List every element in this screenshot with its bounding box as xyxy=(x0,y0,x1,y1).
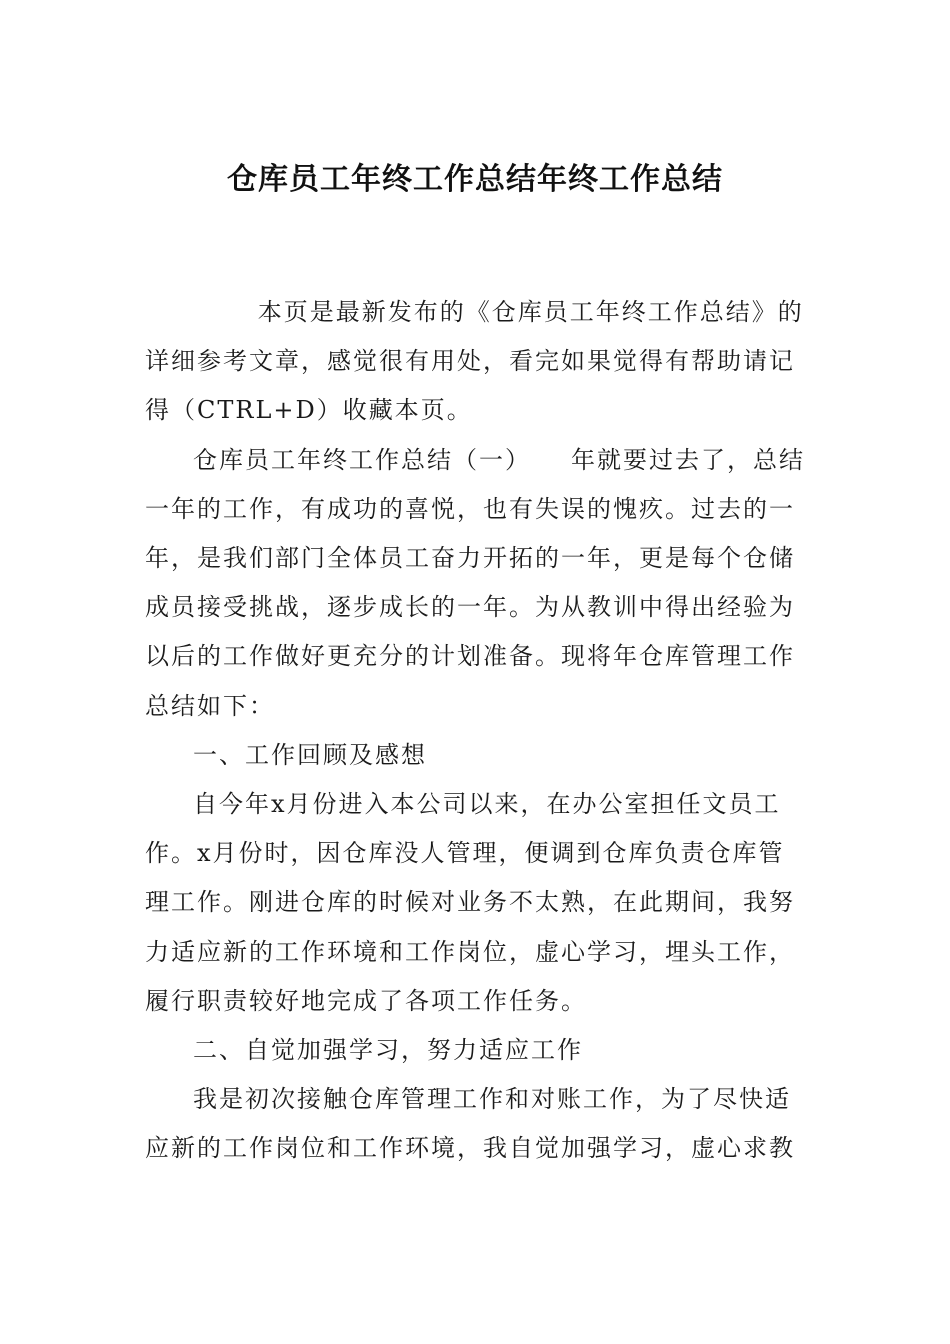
section-heading-study: 二、自觉加强学习，努力适应工作 xyxy=(193,1036,583,1065)
document-title: 仓库员工年终工作总结年终工作总结 xyxy=(227,162,723,197)
intro-paragraph: 本页是最新发布的《仓库员工年终工作总结》的详细参考文章，感觉很有用处，看完如果觉得有帮助请记得（CTRL+D）收藏本页。 xyxy=(145,298,804,425)
section-heading-review: 一、工作回顾及感想 xyxy=(193,740,427,769)
paragraph-study: 我是初次接触仓库管理工作和对账工作，为了尽快适应新的工作岗位和工作环境，我自觉加强学习，虚心求教 xyxy=(145,1085,795,1163)
paragraph-review: 自今年x月份进入本公司以来，在办公室担任文员工作。x月份时，因仓库没人管理，便调到仓库负责仓库管理工作。刚进仓库的时候对业务不太熟，在此期间，我努力适应新的工作环境和工作岗位，虚心学习，埋头工作，履行职责较好地完成了各项工作任务。 xyxy=(145,790,795,1015)
paragraph-summary-opening: 仓库员工年终工作总结（一） 年就要过去了，总结一年的工作，有成功的喜悦，也有失误的愧疚。过去的一年，是我们部门全体员工奋力开拓的一年，更是每个仓储成员接受挑战，逐步成长的一年。为从教训中得出经验为以后的工作做好更充分的计划准备。现将年仓库管理工作总结如下： xyxy=(145,445,805,720)
document-body xyxy=(145,288,810,1174)
